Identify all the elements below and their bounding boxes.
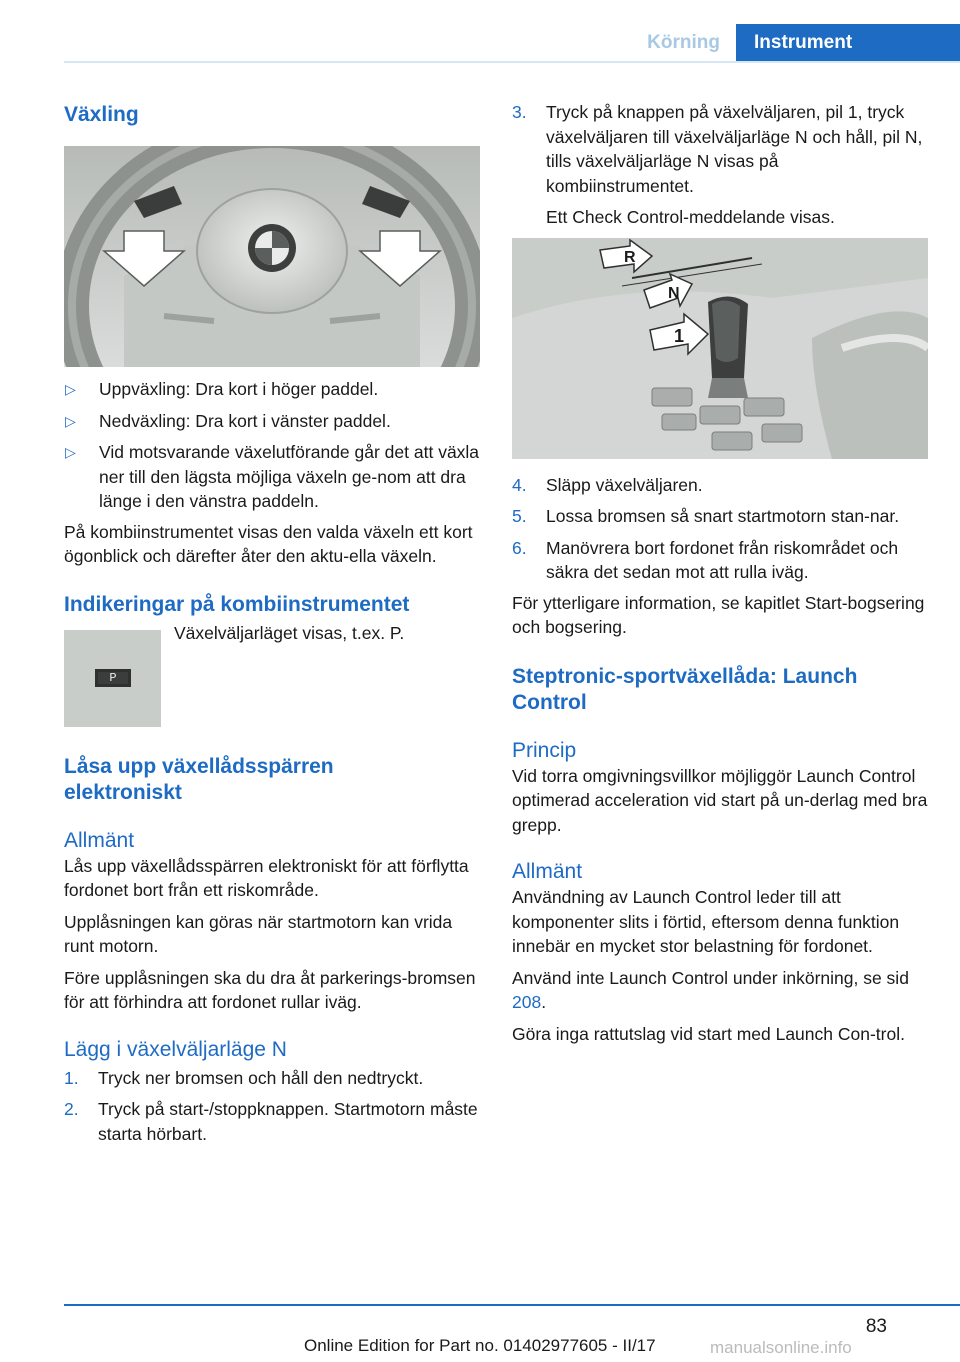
triangle-bullet-icon: ▷ bbox=[65, 444, 76, 460]
paragraph-allm2: Använd inte Launch Control under inkörning, se sid 208. bbox=[512, 967, 909, 1012]
indicator-block bbox=[64, 622, 480, 727]
heading-lasa-upp: Låsa upp växellådsspärren elektroniskt bbox=[64, 754, 334, 804]
paragraph-more-info: För ytterligare information, se kapitlet Start-bogsering och bogsering. bbox=[512, 592, 925, 637]
heading-allmant-right: Allmänt bbox=[512, 860, 583, 883]
fig-label-1: 1 bbox=[674, 325, 685, 346]
paragraph-las1: Lås upp växellådsspärren elektroniskt för att förflytta fordonet bort från ett riskområde. bbox=[64, 855, 469, 900]
list-item: ▷ Nedväxling: Dra kort i vänster paddel. bbox=[64, 409, 480, 434]
header-chapter-tab: Instrument bbox=[736, 24, 960, 62]
triangle-bullet-icon: ▷ bbox=[65, 381, 76, 397]
heading-allmant-left: Allmänt bbox=[64, 828, 135, 852]
list-item: 3. Tryck på knappen på växelväljaren, pil 1, tryck växelväljaren till växelväljarläge N och håll, pil N, tills växelväljarläge N visas på kombiinstrumentet. Ett Check Control-meddelande visas. bbox=[512, 100, 928, 230]
gear-display-icon: P bbox=[95, 669, 131, 687]
list-item: ▷ Uppväxling: Dra kort i höger paddel. bbox=[64, 377, 480, 402]
indicator-text: Växelväljarläget visas, t.ex. P. bbox=[174, 622, 405, 643]
fig-label-n: N bbox=[668, 284, 680, 302]
fig-label-r: R bbox=[624, 248, 636, 266]
heading-steptronic: Steptronic-sportväxellåda: Launch Control bbox=[512, 664, 858, 714]
step3-note: Ett Check Control-meddelande visas. bbox=[546, 207, 835, 227]
list-item: ▷ Vid motsvarande växelutförande går det att växla ner till den lägsta möjliga växeln ge-nom att dra länge i den vänstra paddeln. bbox=[65, 442, 480, 511]
footer-divider bbox=[64, 1304, 960, 1306]
paragraph-kombi: På kombiinstrumentet visas den valda växeln ett kort ögonblick och därefter åter den aktu-ella växeln. bbox=[64, 521, 473, 566]
paragraph-princip: Vid torra omgivningsvillkor möjliggör Launch Control optimerad acceleration vid start på un-derlag med bra grepp. bbox=[512, 765, 928, 835]
list-item: 6. Manövrera bort fordonet från riskområdet och säkra det sedan mot att rulla iväg. bbox=[512, 537, 899, 582]
gear-selector-figure bbox=[512, 238, 928, 459]
heading-indikeringar: Indikeringar på kombiinstrumentet bbox=[64, 592, 410, 616]
header-divider bbox=[64, 61, 960, 63]
list-item: 2. Tryck på start-/stoppknappen. Startmotorn måste starta hörbart. bbox=[64, 1099, 478, 1144]
steering-wheel-figure bbox=[64, 146, 480, 367]
indicator-figure bbox=[64, 630, 161, 727]
page-number: 83 bbox=[865, 1316, 887, 1337]
heading-lagg-i-n: Lägg i växelväljarläge N bbox=[64, 1037, 287, 1061]
list-item: 4. Släpp växelväljaren. bbox=[512, 474, 703, 495]
left-column bbox=[64, 100, 480, 1153]
triangle-bullet-icon: ▷ bbox=[65, 412, 76, 429]
steps-list-right-top bbox=[512, 100, 928, 230]
gear-selector-illustration bbox=[512, 238, 928, 459]
steering-wheel-illustration bbox=[64, 146, 480, 367]
watermark-text: manualsonline.info bbox=[710, 1338, 852, 1357]
page-reference-link[interactable]: 208 bbox=[512, 992, 542, 1012]
paragraph-las2: Upplåsningen kan göras när startmotorn kan vrida runt motorn. bbox=[64, 911, 453, 956]
heading-vaxling: Växling bbox=[64, 103, 139, 126]
paddle-bullet-list bbox=[64, 377, 480, 514]
edition-text: Online Edition for Part no. 01402977605 - II/17 bbox=[304, 1336, 656, 1355]
paragraph-allm1: Användning av Launch Control leder till att komponenter slits i förtid, eftersom denna funktion innebär en mycket stor belastning för fordonet. bbox=[512, 887, 900, 956]
list-item: 5. Lossa bromsen så snart startmotorn stan-nar. bbox=[512, 506, 900, 526]
steps-list-left bbox=[64, 1066, 480, 1147]
header-section-label: Körning bbox=[647, 32, 720, 53]
paragraph-las3: Före upplåsningen ska du dra åt parkerings-bromsen för att förhindra att fordonet rullar iväg. bbox=[64, 967, 476, 1012]
right-column bbox=[512, 100, 928, 1046]
paragraph-allm3: Göra inga rattutslag vid start med Launch Con-trol. bbox=[512, 1023, 905, 1044]
list-item: 1. Tryck ner bromsen och håll den nedtryckt. bbox=[64, 1067, 424, 1088]
steps-list-right-bottom bbox=[512, 473, 928, 585]
heading-princip: Princip bbox=[512, 738, 577, 762]
